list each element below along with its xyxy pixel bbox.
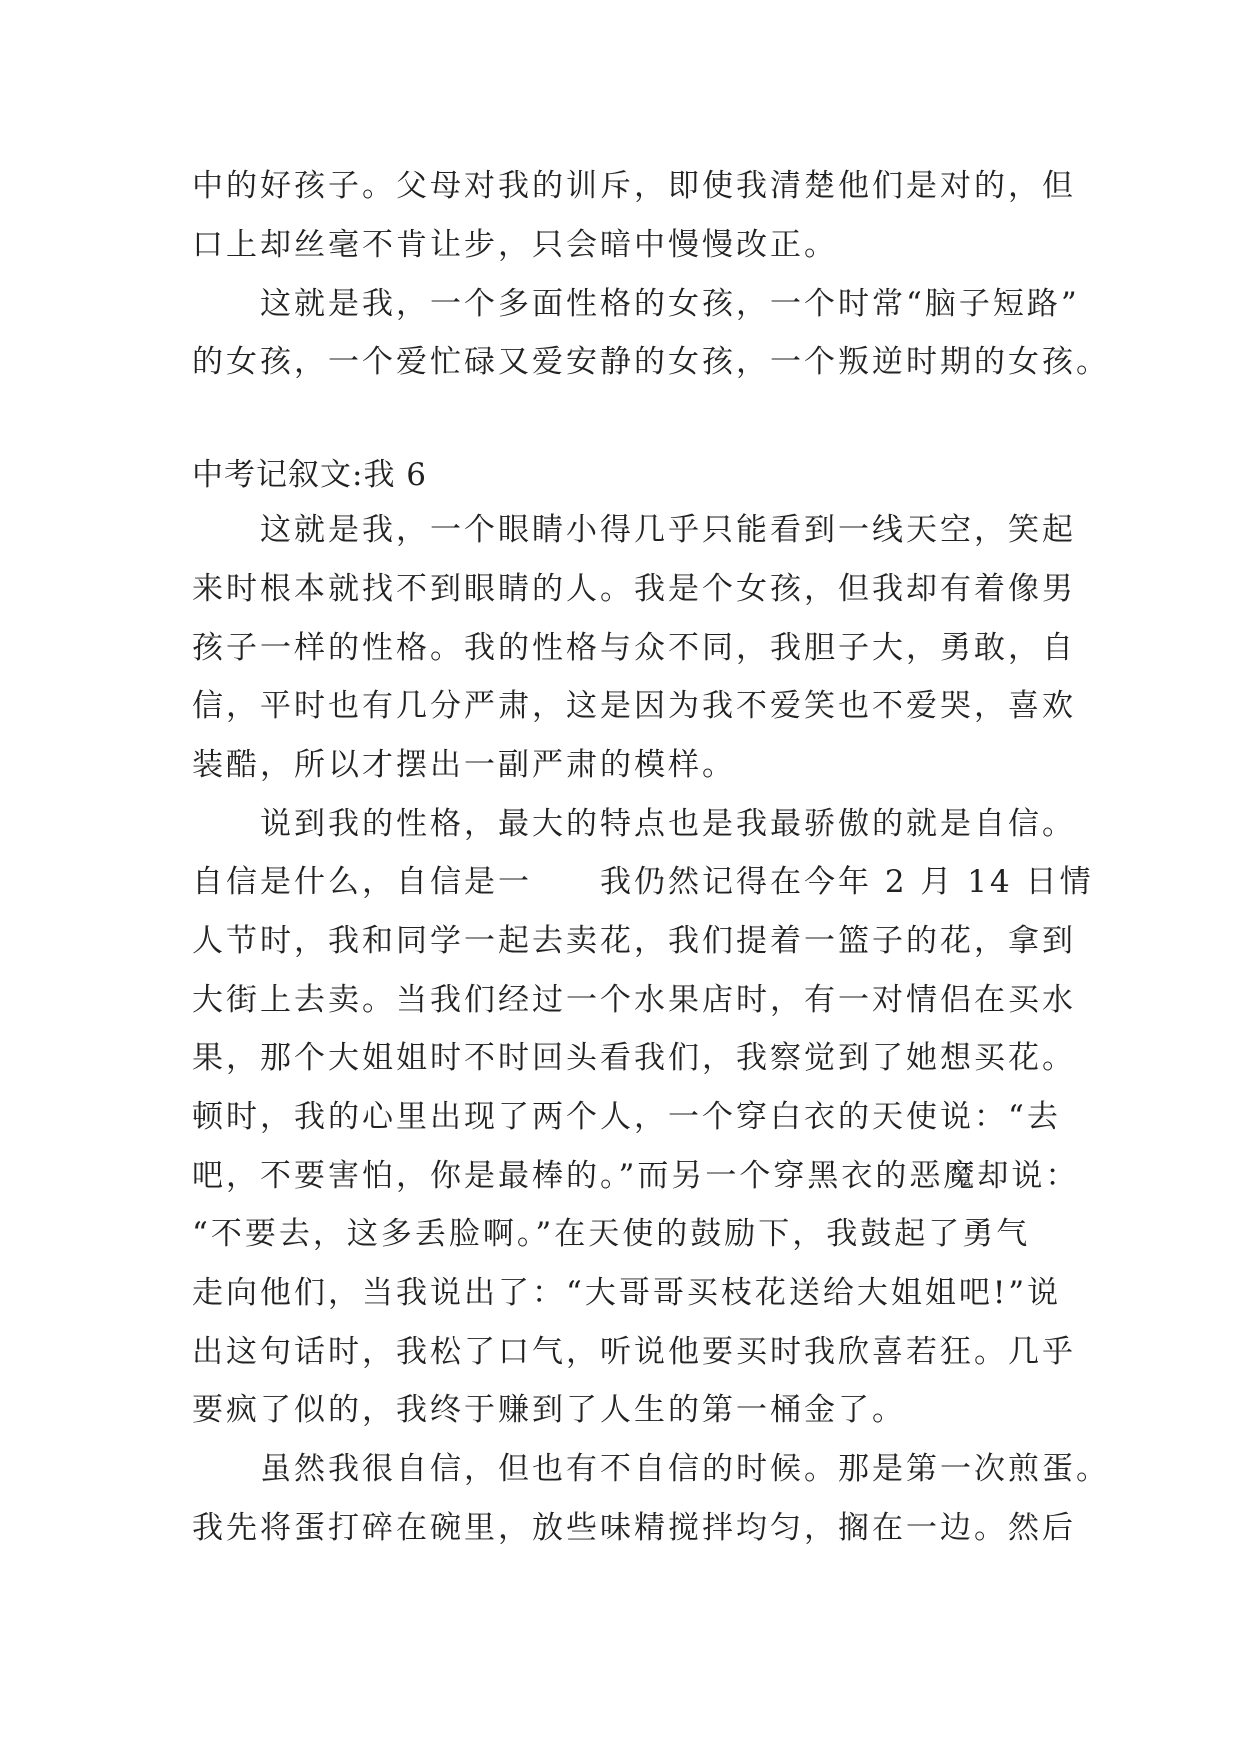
paragraph-line: 虽然我很自信，但也有不自信的时候。那是第一次煎蛋。 [192, 1451, 1110, 1487]
paragraph-line: 装酷，所以才摆出一副严肃的模样。 [192, 747, 736, 783]
paragraph-line: 吧，不要害怕，你是最棒的。”而另一个穿黑衣的恶魔却说： [192, 1158, 1080, 1194]
paragraph-line: 大街上去卖。当我们经过一个水果店时，有一对情侣在买水 [192, 982, 1076, 1018]
paragraph-line: 孩子一样的性格。我的性格与众不同，我胆子大，勇敢，自 [192, 630, 1076, 666]
paragraph-line: 信，平时也有几分严肃，这是因为我不爱笑也不爱哭，喜欢 [192, 688, 1076, 724]
paragraph-line: 我先将蛋打碎在碗里，放些味精搅拌均匀，搁在一边。然后 [192, 1510, 1076, 1546]
paragraph-line: 出这句话时，我松了口气，听说他要买时我欣喜若狂。几乎 [192, 1334, 1076, 1370]
section-heading: 中考记叙文:我 6 [192, 457, 428, 493]
paragraph-line: 来时根本就找不到眼睛的人。我是个女孩，但我却有着像男 [192, 571, 1076, 607]
paragraph-line: 这就是我，一个多面性格的女孩，一个时常“脑子短路” [192, 286, 1080, 322]
paragraph-line: 人节时，我和同学一起去卖花，我们提着一篮子的花，拿到 [192, 923, 1076, 959]
paragraph-line: “不要去，这多丢脸啊。”在天使的鼓励下，我鼓起了勇气 [192, 1216, 1031, 1252]
paragraph-line: 口上却丝毫不肯让步，只会暗中慢慢改正。 [192, 227, 838, 263]
paragraph-line: 自信是什么，自信是一 我仍然记得在今年 2 月 14 日情 [192, 864, 1094, 900]
paragraph-line: 中的好孩子。父母对我的训斥，即使我清楚他们是对的，但 [192, 168, 1076, 204]
paragraph-line: 这就是我，一个眼睛小得几乎只能看到一线天空，笑起 [192, 512, 1076, 548]
paragraph-line: 要疯了似的，我终于赚到了人生的第一桶金了。 [192, 1392, 906, 1428]
paragraph-line: 顿时，我的心里出现了两个人，一个穿白衣的天使说：“去 [192, 1099, 1061, 1135]
paragraph-line: 果，那个大姐姐时不时回头看我们，我察觉到了她想买花。 [192, 1040, 1076, 1076]
paragraph-line: 说到我的性格，最大的特点也是我最骄傲的就是自信。 [192, 806, 1076, 842]
paragraph-line: 走向他们，当我说出了：“大哥哥买枝花送给大姐姐吧!”说 [192, 1275, 1062, 1311]
paragraph-line: 的女孩，一个爱忙碌又爱安静的女孩，一个叛逆时期的女孩。 [192, 344, 1110, 380]
